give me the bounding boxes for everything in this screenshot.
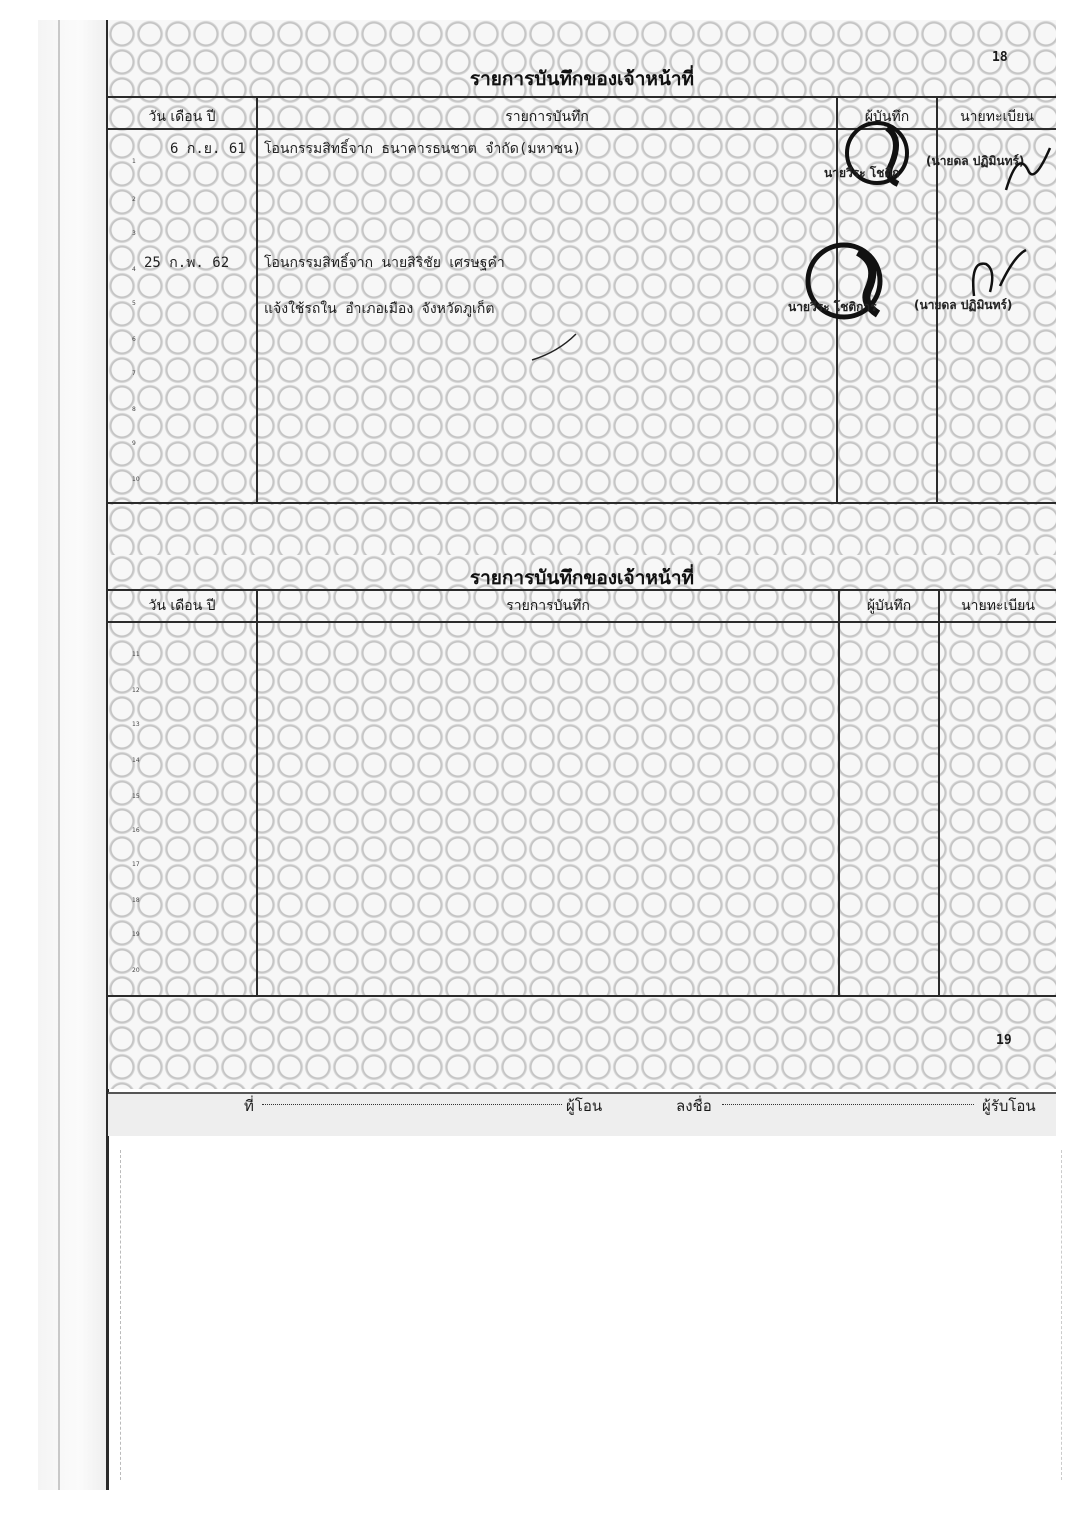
row-number: 10: [132, 476, 140, 483]
header-bottom-line: [108, 621, 1056, 623]
transferee-dotted-line: [722, 1103, 974, 1105]
record-text: แจ้งใช้รถใน อำเภอเมือง จังหวัดภูเก็ต: [264, 301, 495, 317]
entry-column-divider: [838, 589, 840, 997]
row-number: 1: [132, 158, 136, 165]
table-top-line: [108, 96, 1056, 98]
page-number-bottom: 19: [996, 1033, 1012, 1048]
registrar-signature: [998, 140, 1058, 200]
column-header-date: วัน เดือน ปี: [148, 598, 216, 614]
date-column-divider: [256, 96, 258, 504]
binding-strip: [38, 20, 109, 1490]
row-number: 13: [132, 721, 140, 728]
check-mark: [528, 330, 588, 370]
row-number: 18: [132, 897, 140, 904]
row-number: 5: [132, 300, 136, 307]
column-header-registrar: นายทะเบียน: [960, 109, 1034, 125]
row-number: 3: [132, 230, 136, 237]
recorder-name: นายวีระ โชติก: [824, 166, 900, 180]
row-number: 8: [132, 406, 136, 413]
row-number: 16: [132, 827, 140, 834]
row-number: 19: [132, 931, 140, 938]
record-text: โอนกรรมสิทธิ์จาก ธนาคารธนชาต จำกัด(มหาชน): [264, 141, 582, 157]
row-number: 7: [132, 370, 136, 377]
transferee-label: ผู้รับโอน: [982, 1097, 1036, 1115]
record-sheet-upper: [108, 20, 1056, 505]
record-text: โอนกรรมสิทธิ์จาก นายสิริชัย เศรษฐคำ: [264, 255, 505, 271]
row-number: 20: [132, 967, 140, 974]
blank-lower-page: [120, 1150, 1062, 1480]
strip-edge: [58, 20, 60, 1490]
row-number: 12: [132, 687, 140, 694]
column-header-registrar: นายทะเบียน: [961, 598, 1035, 614]
record-sheet-lower: [108, 555, 1056, 997]
recorder-name: นายวีระ โชติการ: [788, 300, 877, 314]
section-heading-lower: รายการบันทึกของเจ้าหน้าที่: [469, 567, 695, 589]
page-number-top: 18: [992, 50, 1008, 65]
recorder-column-divider: [938, 589, 940, 997]
patterned-band-lower: [108, 997, 1056, 1089]
registrar-name: (นายดล ปฏิมินทร์): [926, 154, 1025, 168]
column-header-recorder: ผู้บันทึก: [864, 109, 910, 125]
column-header-date: วัน เดือน ปี: [148, 109, 216, 125]
record-date: 25 ก.พ. 62: [144, 255, 230, 271]
row-number: 4: [132, 266, 136, 273]
row-number: 9: [132, 440, 136, 447]
column-header-entry: รายการบันทึก: [506, 598, 590, 614]
column-header-entry: รายการบันทึก: [505, 109, 589, 125]
row-number: 15: [132, 793, 140, 800]
row-number: 11: [132, 651, 140, 658]
transferor-dotted-line: [262, 1103, 562, 1105]
record-date: 6 ก.ย. 61: [170, 141, 246, 157]
table-top-line: [108, 589, 1056, 591]
registrar-name: (นายดล ปฏิมินทร์): [914, 298, 1013, 312]
row-number: 14: [132, 757, 140, 764]
table-bottom-line: [108, 502, 1056, 504]
section-heading-upper: รายการบันทึกของเจ้าหน้าที่: [469, 68, 695, 90]
row-number: 2: [132, 196, 136, 203]
transferor-label: ผู้โอน: [566, 1097, 603, 1115]
row-number: 17: [132, 861, 140, 868]
date-column-divider: [256, 589, 258, 997]
row-number: 6: [132, 336, 136, 343]
footer-prefix: ที่: [244, 1097, 254, 1115]
registrar-signature: [964, 246, 1034, 310]
sign-label: ลงชื่อ: [676, 1097, 712, 1115]
column-header-recorder: ผู้บันทึก: [866, 598, 912, 614]
